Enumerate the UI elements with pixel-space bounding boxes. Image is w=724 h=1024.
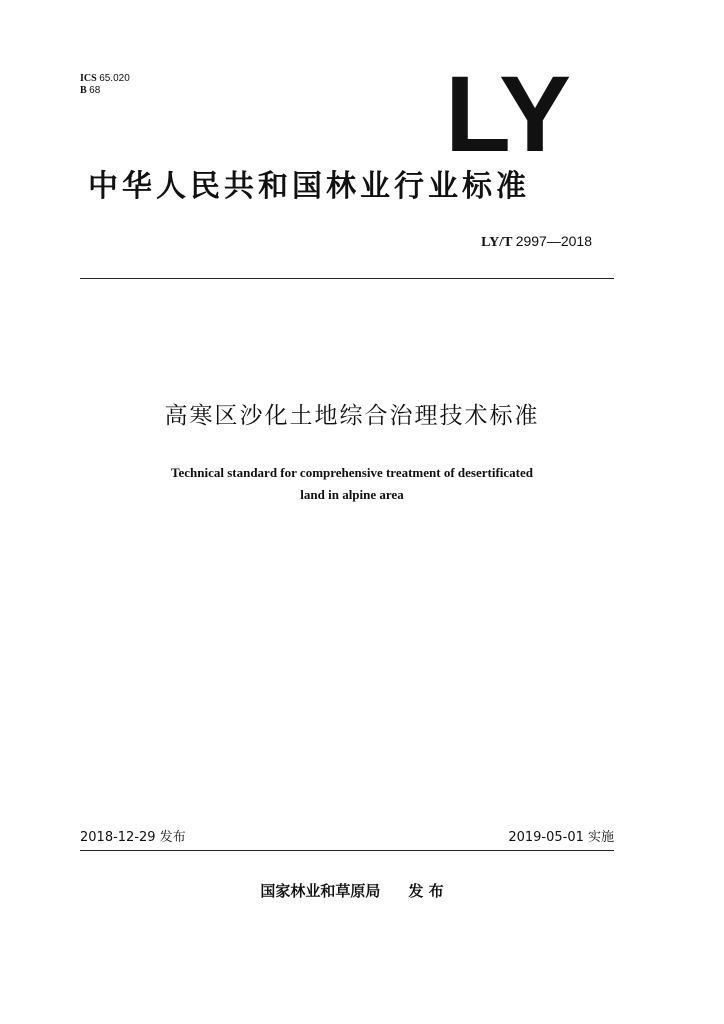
standard-number: [481, 232, 592, 252]
ics-label: ICS: [80, 73, 97, 84]
standard-category-title: 中华人民共和国林业行业标准: [88, 169, 530, 204]
document-title-english: [110, 462, 594, 506]
issuer-action: 发 布: [408, 882, 444, 900]
ly-logo: LY: [445, 53, 570, 174]
ccs-label: B: [80, 85, 87, 96]
standard-prefix: LY/T: [481, 235, 513, 250]
implementation-date: 2019-05-01 实施: [508, 830, 614, 845]
issuer-name: 国家林业和草原局: [260, 882, 381, 900]
bottom-divider: [80, 850, 614, 851]
ics-value: 65.020: [99, 73, 130, 84]
classification-codes: [80, 73, 130, 97]
title-en-line-2: land in alpine area: [300, 487, 404, 502]
ics-code: [80, 73, 130, 85]
issue-date: 2018-12-29 发布: [80, 830, 186, 845]
ccs-value: 68: [89, 85, 101, 96]
issuer-line: [0, 880, 704, 902]
ccs-code: [80, 85, 130, 97]
standard-number-value: 2997—2018: [515, 233, 592, 249]
title-en-line-1: Technical standard for comprehensive treatment of desertificated: [170, 465, 534, 480]
top-divider: [80, 278, 614, 279]
document-title-chinese: 高寒区沙化土地综合治理技术标准: [164, 403, 540, 429]
